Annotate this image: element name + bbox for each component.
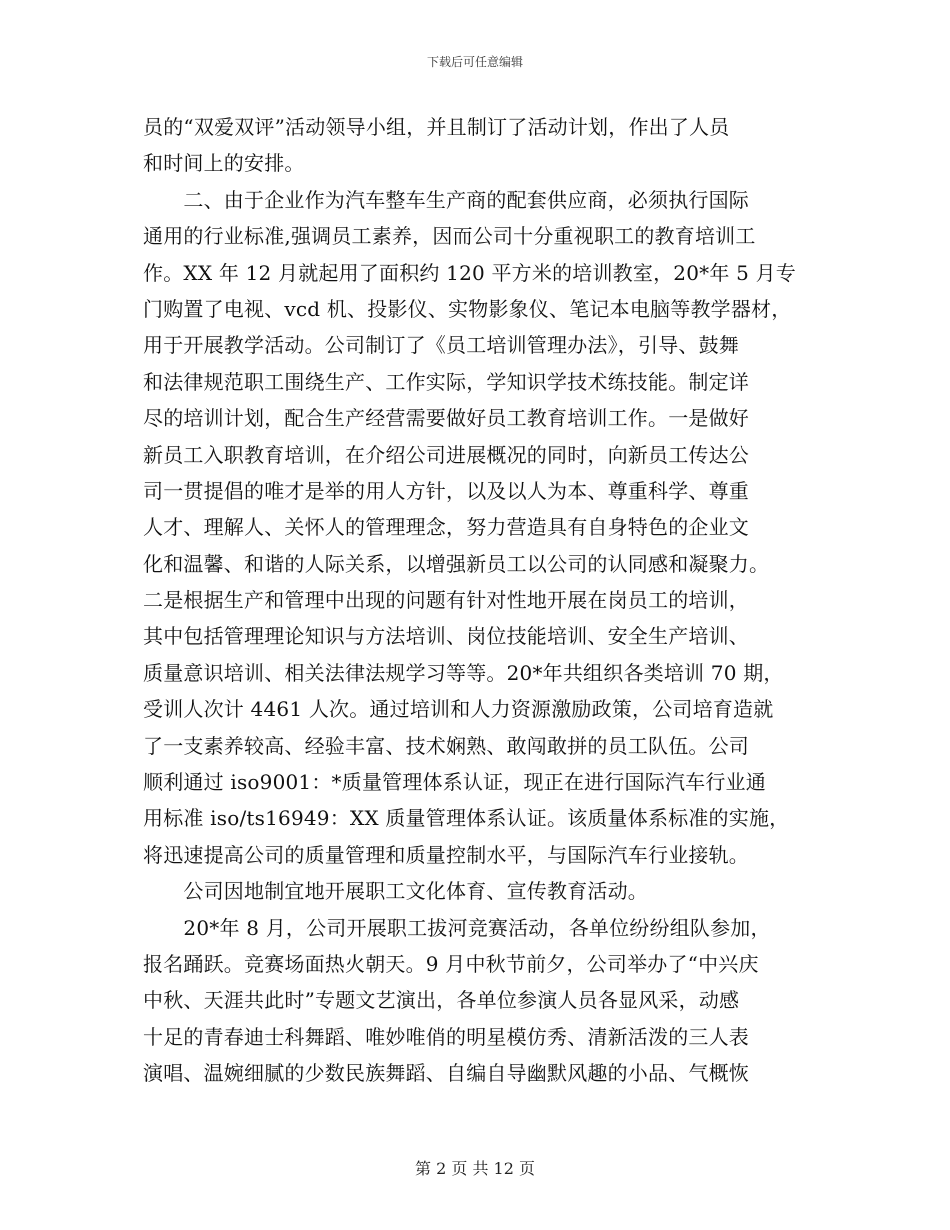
text-line: 作。XX 年 12 月就起用了面积约 120 平方米的培训教室，20*年 5 月专 <box>143 260 796 285</box>
text-line: 司一贯提倡的唯才是举的用人方针，以及以人为本、尊重科学、尊重 <box>143 478 749 503</box>
text-line: 人才、理解人、关怀人的管理理念，努力营造具有自身特色的企业文 <box>143 515 749 540</box>
text-line: 了一支素养较高、经验丰富、技术娴熟、敢闯敢拼的员工队伍。公司 <box>143 733 749 758</box>
text-line: 门购置了电视、vcd 机、投影仪、实物影象仪、笔记本电脑等教学器材， <box>143 296 792 321</box>
document-body <box>143 109 823 1092</box>
text-line: 受训人次计 4461 人次。通过培训和人力资源激励政策，公司培育造就 <box>143 697 774 722</box>
text-line: 新员工入职教育培训，在介绍公司进展概况的同时，向新员工传达公 <box>143 442 749 467</box>
text-line: 二是根据生产和管理中出现的问题有针对性地开展在岗员工的培训， <box>143 588 749 613</box>
text-line: 报名踊跃。竞赛场面热火朝天。9 月中秋节前夕，公司举办了“中兴庆 <box>143 951 759 976</box>
text-line: 公司因地制宜地开展职工文化体育、宣传教育活动。 <box>143 879 648 904</box>
text-line: 通用的行业标准,强调员工素养，因而公司十分重视职工的教育培训工 <box>143 224 756 249</box>
text-line: 其中包括管理理论知识与方法培训、岗位技能培训、安全生产培训、 <box>143 624 749 649</box>
text-line: 中秋、天涯共此时”专题文艺演出，各单位参演人员各显风采，动感 <box>143 988 740 1013</box>
text-line: 质量意识培训、相关法律法规学习等等。20*年共组织各类培训 70 期， <box>143 660 784 685</box>
text-line: 20*年 8 月，公司开展职工拔河竞赛活动，各单位纷纷组队参加， <box>143 915 771 940</box>
text-line: 十足的青春迪士科舞蹈、唯妙唯俏的明星模仿秀、清新活泼的三人表 <box>143 1024 749 1049</box>
page-header: 下载后可任意编辑 <box>426 55 523 69</box>
page-footer: 第 2 页 共 12 页 <box>415 1159 535 1178</box>
text-line: 顺利通过 iso9001：*质量管理体系认证，现正在进行国际汽车行业通 <box>143 770 766 795</box>
text-line: 二、由于企业作为汽车整车生产商的配套供应商，必须执行国际 <box>143 187 749 212</box>
text-line: 员的“双爱双评”活动领导小组，并且制订了活动计划，作出了人员 <box>143 115 730 139</box>
text-line: 用于开展教学活动。公司制订了《员工培训管理办法》，引导、鼓舞 <box>143 333 739 358</box>
text-line: 化和温馨、和谐的人际关系，以增强新员工以公司的认同感和凝聚力。 <box>143 551 770 576</box>
text-line: 和法律规范职工围绕生产、工作实际，学知识学技术练技能。制定详 <box>143 369 749 394</box>
text-line: 和时间上的安排。 <box>143 151 305 176</box>
text-line: 将迅速提高公司的质量管理和质量控制水平，与国际汽车行业接轨。 <box>143 842 749 867</box>
text-line: 演唱、温婉细腻的少数民族舞蹈、自编自导幽默风趣的小品、气概恢 <box>143 1061 749 1086</box>
text-line: 尽的培训计划，配合生产经营需要做好员工教育培训工作。一是做好 <box>143 406 749 431</box>
text-line: 用标准 iso/ts16949：XX 质量管理体系认证。该质量体系标准的实施， <box>143 806 790 831</box>
